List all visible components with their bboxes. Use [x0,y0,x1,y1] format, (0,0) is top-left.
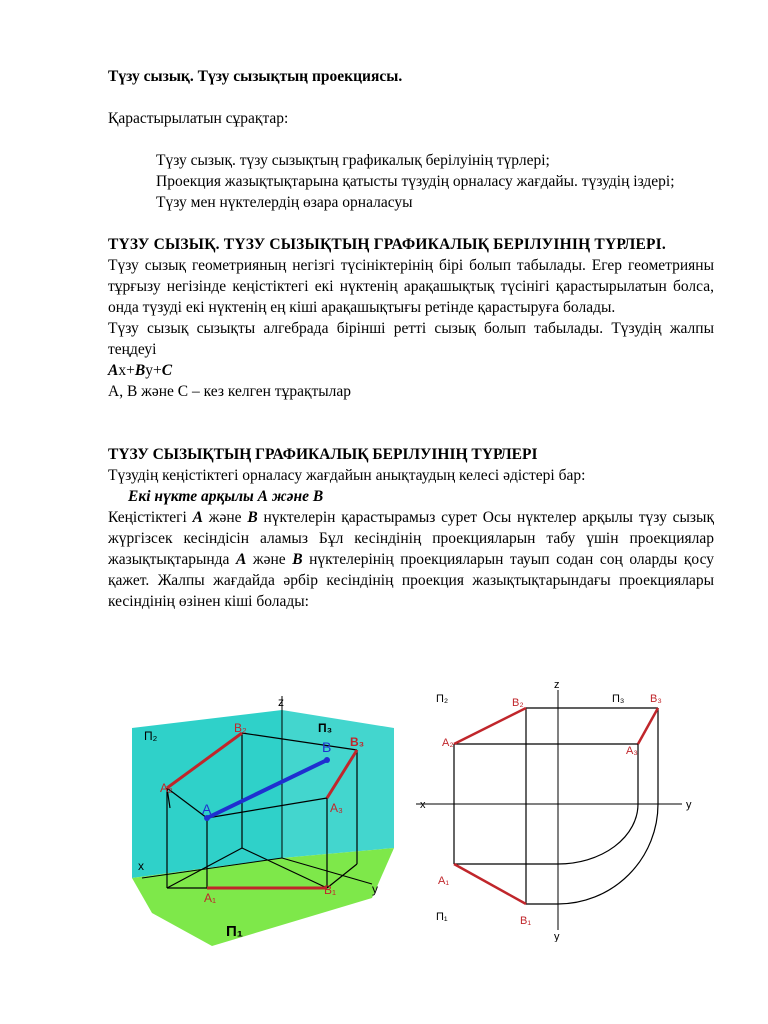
formula-x: x+ [118,362,135,379]
section2-intro: Түзудің кеңістіктегі орналасу жағдайын анықтаудың келесі әдістері бар: [108,467,586,484]
section1-heading: ТҮЗУ СЫЗЫҚ. ТҮЗУ СЫЗЫҚТЫҢ ГРАФИКАЛЫҚ БЕРІЛУІНІҢ ТҮРЛЕРІ. [108,236,666,253]
label-a2: A₂ [160,781,173,795]
label-y-bottom: y [554,931,560,942]
section2-subheading: Екі нүкте арқылы А және В [128,488,324,505]
section1-para1: Түзу сызық геометрияның негізгі түсініктерінің бірі болып табылады. Егер геометрияны тұрғызу негізінде кеңістіктегі екі нүктенің арақашықтық түсінігі қарастырылатын болса, онда түзуді екі нүктенің ең кіші арақашықтығы ретінде қарастыруға болады. [108,257,714,316]
section2-heading: ТҮЗУ СЫЗЫҚТЫҢ ГРАФИКАЛЫҚ БЕРІЛУІНІҢ ТҮРЛЕРІ [108,446,538,463]
page-title: Түзу сызық. Түзу сызықтың проекциясы. [108,68,403,85]
label-x: x [138,859,144,873]
label-a1: A₁ [204,891,217,905]
label-a3: A₃ [626,745,638,757]
label-pi1: П₁ [226,923,243,940]
label-pi2: П₂ [436,693,449,705]
line-equation [108,360,714,381]
label-b2: B₂ [512,697,524,709]
list-item: Проекция жазықтықтарына қатысты түзудің орналасу жағдайы. түзудің іздері; [156,173,675,190]
plane-pi3-wall [282,710,394,858]
label-z: z [278,695,284,709]
questions-list [156,150,714,213]
label-pi3: П₃ [612,693,625,705]
figure-3d-projection [132,688,394,948]
label-b: B [322,739,332,755]
formula-c: C [161,362,173,379]
document-page [108,66,714,612]
label-pi3: П₃ [318,721,333,735]
formula-a: A [108,362,119,379]
label-y: y [372,882,378,896]
list-item: Түзу мен нүктелердің өзара орналасуы [156,194,413,211]
label-a3: A₃ [330,801,343,815]
section2-paragraph: Кеңістіктегі А және В нүктелерін қарастырамыз сурет Осы нүктелер арқылы түзу сызық жүргізсек кесіндісін аламыз Бұл кесіндінің проекцияларын табу үшін проекциялар жазықтықтарында А және В нүктелерінің проекцияларын тауып содан соң оларды қосу қажет. Жалпы жағдайда әрбір кесіндінің проекция жазықтықтарындағы проекциялары кесіндінің өзінен кіші болады: [108,509,714,610]
label-a: A [202,801,212,817]
section1-para2: Түзу сызық сызықты алгебрада бірінші ретті сызық болып табылады. Түзудің жалпы теңдеуі [108,320,714,358]
formula-b: B [134,362,146,379]
label-pi1: П₁ [436,911,448,923]
list-item: Түзу сызық. түзу сызықтың графикалық берілуінің түрлері; [156,152,550,169]
label-y-right: y [686,799,692,811]
label-a1: A₁ [438,875,450,887]
label-b1: B₁ [324,883,337,897]
label-b2: B₂ [234,721,247,735]
label-a2: A₂ [442,737,454,749]
label-z: z [554,679,560,691]
label-pi2: П₂ [144,729,158,743]
formula-y: y+ [145,362,162,379]
label-b3: B₃ [650,693,662,705]
label-b1: B₁ [520,915,532,927]
figure-orthogonal-projection [416,678,698,942]
label-x: x [420,799,426,811]
constants-note: А, В және С – кез келген тұрақтылар [108,383,352,400]
questions-heading: Қарастырылатын сұрақтар: [108,110,289,127]
label-b3: B₃ [350,735,365,749]
